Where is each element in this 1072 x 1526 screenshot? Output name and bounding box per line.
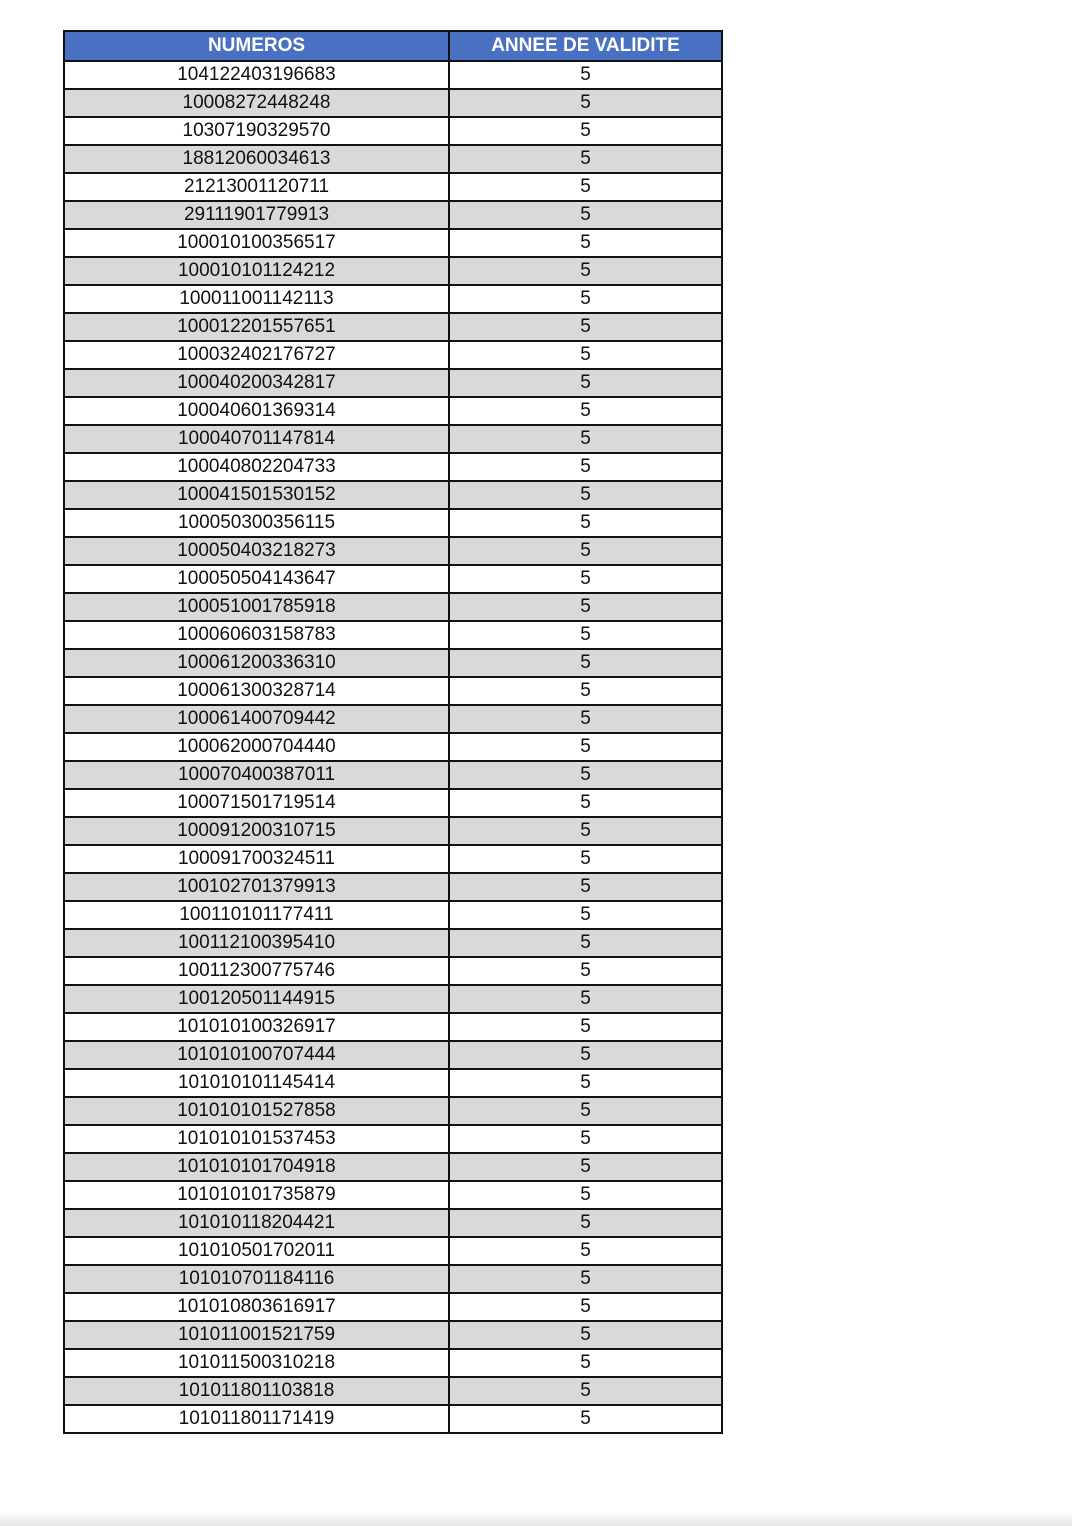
- table-row: [64, 481, 722, 509]
- cell-annee-de-validite: 5: [449, 621, 722, 649]
- table-row: [64, 1097, 722, 1125]
- cell-annee-de-validite: 5: [449, 957, 722, 985]
- table-row: [64, 89, 722, 117]
- cell-numero: 100102701379913: [64, 873, 449, 901]
- cell-annee-de-validite: 5: [449, 145, 722, 173]
- table-row: [64, 565, 722, 593]
- table-row: [64, 285, 722, 313]
- cell-numero: 21213001120711: [64, 173, 449, 201]
- cell-annee-de-validite: 5: [449, 453, 722, 481]
- cell-numero: 100040701147814: [64, 425, 449, 453]
- table-row: [64, 873, 722, 901]
- table-row: [64, 453, 722, 481]
- cell-numero: 100050300356115: [64, 509, 449, 537]
- table-row: [64, 1013, 722, 1041]
- cell-annee-de-validite: 5: [449, 201, 722, 229]
- cell-numero: 100110101177411: [64, 901, 449, 929]
- cell-annee-de-validite: 5: [449, 117, 722, 145]
- cell-numero: 100071501719514: [64, 789, 449, 817]
- cell-annee-de-validite: 5: [449, 1293, 722, 1321]
- cell-numero: 100051001785918: [64, 593, 449, 621]
- table-row: [64, 1321, 722, 1349]
- cell-annee-de-validite: 5: [449, 89, 722, 117]
- cell-numero: 100091700324511: [64, 845, 449, 873]
- cell-numero: 101010100326917: [64, 1013, 449, 1041]
- cell-annee-de-validite: 5: [449, 649, 722, 677]
- cell-numero: 101010101704918: [64, 1153, 449, 1181]
- cell-numero: 100062000704440: [64, 733, 449, 761]
- cell-numero: 100041501530152: [64, 481, 449, 509]
- cell-numero: 29111901779913: [64, 201, 449, 229]
- cell-annee-de-validite: 5: [449, 481, 722, 509]
- table-row: [64, 1265, 722, 1293]
- cell-numero: 100011001142113: [64, 285, 449, 313]
- cell-annee-de-validite: 5: [449, 1041, 722, 1069]
- cell-numero: 100040601369314: [64, 397, 449, 425]
- table-row: [64, 733, 722, 761]
- cell-annee-de-validite: 5: [449, 1265, 722, 1293]
- cell-numero: 100061300328714: [64, 677, 449, 705]
- cell-numero: 100050504143647: [64, 565, 449, 593]
- cell-numero: 18812060034613: [64, 145, 449, 173]
- cell-annee-de-validite: 5: [449, 1209, 722, 1237]
- cell-annee-de-validite: 5: [449, 229, 722, 257]
- cell-numero: 101010101735879: [64, 1181, 449, 1209]
- table-row: [64, 61, 722, 89]
- cell-numero: 100010100356517: [64, 229, 449, 257]
- table-row: [64, 621, 722, 649]
- page-bottom-fade: [0, 1512, 1072, 1526]
- cell-annee-de-validite: 5: [449, 425, 722, 453]
- table-row: [64, 1405, 722, 1433]
- cell-annee-de-validite: 5: [449, 901, 722, 929]
- table-row: [64, 1069, 722, 1097]
- validity-table: [63, 30, 723, 1434]
- table-row: [64, 677, 722, 705]
- table-row: [64, 201, 722, 229]
- table-row: [64, 313, 722, 341]
- cell-numero: 100032402176727: [64, 341, 449, 369]
- cell-numero: 101010101527858: [64, 1097, 449, 1125]
- cell-annee-de-validite: 5: [449, 1377, 722, 1405]
- cell-numero: 101010101537453: [64, 1125, 449, 1153]
- cell-numero: 101011500310218: [64, 1349, 449, 1377]
- table-row: [64, 1293, 722, 1321]
- cell-annee-de-validite: 5: [449, 705, 722, 733]
- cell-annee-de-validite: 5: [449, 61, 722, 89]
- cell-annee-de-validite: 5: [449, 1237, 722, 1265]
- cell-numero: 101011801171419: [64, 1405, 449, 1433]
- cell-annee-de-validite: 5: [449, 789, 722, 817]
- table-row: [64, 229, 722, 257]
- table-row: [64, 1125, 722, 1153]
- cell-numero: 101010100707444: [64, 1041, 449, 1069]
- cell-numero: 100091200310715: [64, 817, 449, 845]
- cell-numero: 101010803616917: [64, 1293, 449, 1321]
- cell-numero: 101011001521759: [64, 1321, 449, 1349]
- cell-annee-de-validite: 5: [449, 873, 722, 901]
- cell-numero: 100060603158783: [64, 621, 449, 649]
- cell-numero: 101010101145414: [64, 1069, 449, 1097]
- cell-annee-de-validite: 5: [449, 173, 722, 201]
- table-row: [64, 425, 722, 453]
- cell-annee-de-validite: 5: [449, 1181, 722, 1209]
- cell-numero: 100010101124212: [64, 257, 449, 285]
- table-row: [64, 173, 722, 201]
- cell-numero: 101010118204421: [64, 1209, 449, 1237]
- cell-numero: 101010701184116: [64, 1265, 449, 1293]
- cell-numero: 10008272448248: [64, 89, 449, 117]
- table-row: [64, 649, 722, 677]
- cell-annee-de-validite: 5: [449, 985, 722, 1013]
- table-row: [64, 1209, 722, 1237]
- cell-annee-de-validite: 5: [449, 1069, 722, 1097]
- cell-annee-de-validite: 5: [449, 677, 722, 705]
- table-row: [64, 145, 722, 173]
- cell-annee-de-validite: 5: [449, 313, 722, 341]
- table-row: [64, 593, 722, 621]
- table-row: [64, 509, 722, 537]
- cell-annee-de-validite: 5: [449, 817, 722, 845]
- cell-annee-de-validite: 5: [449, 397, 722, 425]
- cell-annee-de-validite: 5: [449, 1097, 722, 1125]
- table-row: [64, 1153, 722, 1181]
- table-header-row: [64, 31, 722, 61]
- cell-numero: 100061400709442: [64, 705, 449, 733]
- table-row: [64, 257, 722, 285]
- cell-numero: 100012201557651: [64, 313, 449, 341]
- table-row: [64, 901, 722, 929]
- table-row: [64, 985, 722, 1013]
- cell-annee-de-validite: 5: [449, 341, 722, 369]
- cell-annee-de-validite: 5: [449, 285, 722, 313]
- table-row: [64, 789, 722, 817]
- cell-numero: 100061200336310: [64, 649, 449, 677]
- table-row: [64, 957, 722, 985]
- table-row: [64, 1349, 722, 1377]
- table-row: [64, 929, 722, 957]
- table-row: [64, 117, 722, 145]
- cell-annee-de-validite: 5: [449, 593, 722, 621]
- cell-annee-de-validite: 5: [449, 1321, 722, 1349]
- header-annee-de-validite: ANNEE DE VALIDITE: [449, 31, 722, 61]
- cell-annee-de-validite: 5: [449, 733, 722, 761]
- cell-numero: 100112300775746: [64, 957, 449, 985]
- table-row: [64, 397, 722, 425]
- cell-numero: 100040200342817: [64, 369, 449, 397]
- table-row: [64, 761, 722, 789]
- cell-annee-de-validite: 5: [449, 761, 722, 789]
- cell-numero: 10307190329570: [64, 117, 449, 145]
- table-row: [64, 1377, 722, 1405]
- table-row: [64, 1237, 722, 1265]
- cell-annee-de-validite: 5: [449, 1153, 722, 1181]
- cell-annee-de-validite: 5: [449, 565, 722, 593]
- cell-numero: 100070400387011: [64, 761, 449, 789]
- cell-annee-de-validite: 5: [449, 929, 722, 957]
- cell-numero: 100050403218273: [64, 537, 449, 565]
- cell-annee-de-validite: 5: [449, 537, 722, 565]
- table-row: [64, 537, 722, 565]
- table-row: [64, 1041, 722, 1069]
- cell-numero: 101010501702011: [64, 1237, 449, 1265]
- cell-numero: 101011801103818: [64, 1377, 449, 1405]
- cell-numero: 100120501144915: [64, 985, 449, 1013]
- cell-annee-de-validite: 5: [449, 1125, 722, 1153]
- cell-annee-de-validite: 5: [449, 1349, 722, 1377]
- cell-annee-de-validite: 5: [449, 1013, 722, 1041]
- table-row: [64, 845, 722, 873]
- table-row: [64, 369, 722, 397]
- table-row: [64, 1181, 722, 1209]
- cell-annee-de-validite: 5: [449, 369, 722, 397]
- cell-annee-de-validite: 5: [449, 845, 722, 873]
- header-numeros: NUMEROS: [64, 31, 449, 61]
- table-body: [64, 61, 722, 1433]
- cell-annee-de-validite: 5: [449, 509, 722, 537]
- cell-numero: 100112100395410: [64, 929, 449, 957]
- cell-annee-de-validite: 5: [449, 257, 722, 285]
- table-row: [64, 705, 722, 733]
- cell-annee-de-validite: 5: [449, 1405, 722, 1433]
- table-row: [64, 817, 722, 845]
- table-row: [64, 341, 722, 369]
- cell-numero: 100040802204733: [64, 453, 449, 481]
- cell-numero: 104122403196683: [64, 61, 449, 89]
